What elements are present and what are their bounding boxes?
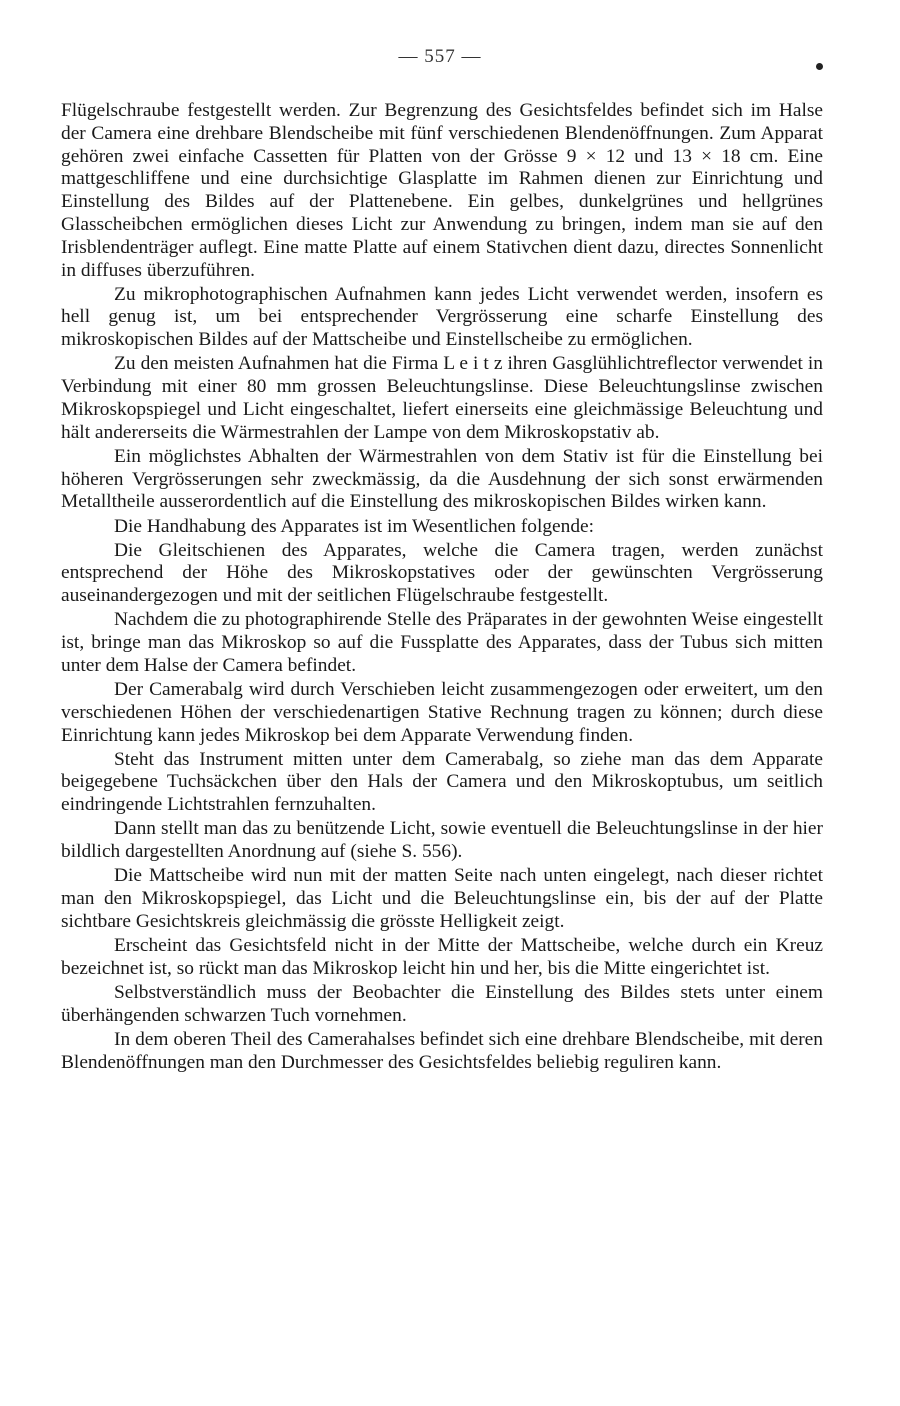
paragraph-3: Zu den meisten Aufnahmen hat die Firma L e i t z ihren Gasglühlichtreflector verwendet in Verbindung mit einer 80 mm grossen Beleuchtungslinse. Diese Beleuchtungslinse zwischen Mikroskopspiegel und Licht eingeschaltet, liefert einerseits eine gleichmässige Beleuchtung und hält andererseits die Wärmestrahlen der Lampe von dem Mikroskopstativ ab. (61, 353, 823, 443)
body-text (61, 100, 823, 1076)
page-number: — 557 — (398, 46, 482, 67)
paragraph-5: Die Handhabung des Apparates ist im Wesentlichen folgende: (114, 515, 595, 537)
paragraph-8: Der Camerabalg wird durch Verschieben leicht zusammengezogen oder erweitert, um den verschiedenen Höhen der verschiedenartigen Stative Rechnung tragen zu können; durch diese Einrichtung kann jedes Mikroskop bei dem Apparate Verwendung finden. (61, 679, 823, 746)
paragraph-2: Zu mikrophotographischen Aufnahmen kann jedes Licht verwendet werden, insofern es hell genug ist, um bei entsprechender Vergrösserung eine scharfe Einstellung des mikroskopischen Bildes auf der Mattscheibe und Einstellscheibe zu ermöglichen. (61, 283, 823, 351)
paragraph-12: Erscheint das Gesichtsfeld nicht in der Mitte der Mattscheibe, welche durch ein Kreuz bezeichnet ist, so rückt man das Mikroskop leicht hin und her, bis die Mitte eingerichtet ist. (61, 934, 823, 979)
paragraph-6: Die Gleitschienen des Apparates, welche die Camera tragen, werden zunächst entsprechend der Höhe des Mikroskopstatives oder der gewünschten Vergrösserung auseinandergezogen und mit der seitlichen Flügelschraube festgestellt. (61, 539, 823, 607)
paragraph-7: Nachdem die zu photographirende Stelle des Präparates in der gewohnten Weise eingestellt ist, bringe man das Mikroskop so auf die Fussplatte des Apparates, dass der Tubus sich mitten unter dem Halse der Camera befindet. (61, 609, 823, 676)
paragraph-4: Ein möglichstes Abhalten der Wärmestrahlen von dem Stativ ist für die Einstellung bei höheren Vergrösserungen sehr zweckmässig, da die Ausdehnung der sich sonst erwärmenden Metalltheile ausserordentlich auf die Einstellung des mikroskopischen Bildes wirken kann. (61, 445, 823, 513)
ink-dot-mark (816, 63, 823, 70)
paragraph-14: In dem oberen Theil des Camerahalses befindet sich eine drehbare Blendscheibe, mit deren Blendenöffnungen man den Durchmesser des Gesichtsfeldes beliebig reguliren kann. (61, 1028, 823, 1073)
paragraph-13: Selbstverständlich muss der Beobachter die Einstellung des Bildes stets unter einem überhängenden schwarzen Tuch vornehmen. (61, 981, 823, 1026)
paragraph-11: Die Mattscheibe wird nun mit der matten Seite nach unten eingelegt, nach dieser richtet man den Mikroskopspiegel, das Licht und die Beleuchtungslinse ein, bis der auf der Platte sichtbare Gesichtskreis gleichmässig die grösste Helligkeit zeigt. (61, 865, 823, 932)
paragraph-9: Steht das Instrument mitten unter dem Camerabalg, so ziehe man das dem Apparate beigegebene Tuchsäckchen über den Hals der Camera und den Mikroskoptubus, um seitlich eindringende Lichtstrahlen fernzuhalten. (61, 748, 823, 816)
paragraph-1: Flügelschraube festgestellt werden. Zur Begrenzung des Gesichtsfeldes befindet sich im Halse der Camera eine drehbare Blendscheibe mit fünf verschiedenen Blendenöffnungen. Zum Apparat gehören zwei einfache Cassetten für Platten von der Grösse 9 × 12 und 13 × 18 cm. Eine mattgeschliffene und eine durchsichtige Glasplatte im Rahmen dienen zur Einrichtung und Einstellung des Bildes auf der Plattenebene. Ein gelbes, dunkelgrünes und hellgrünes Glasscheibchen ermöglichen dieses Licht zur Anwendung zu bringen, indem man sie auf den Irisblendenträger auflegt. Eine matte Platte auf einem Stativchen dient dazu, directes Sonnenlicht in diffuses überzuführen. (61, 100, 823, 281)
paragraph-10: Dann stellt man das zu benützende Licht, sowie eventuell die Beleuchtungslinse in der hier bildlich dargestellten Anordnung auf (siehe S. 556). (61, 818, 823, 863)
